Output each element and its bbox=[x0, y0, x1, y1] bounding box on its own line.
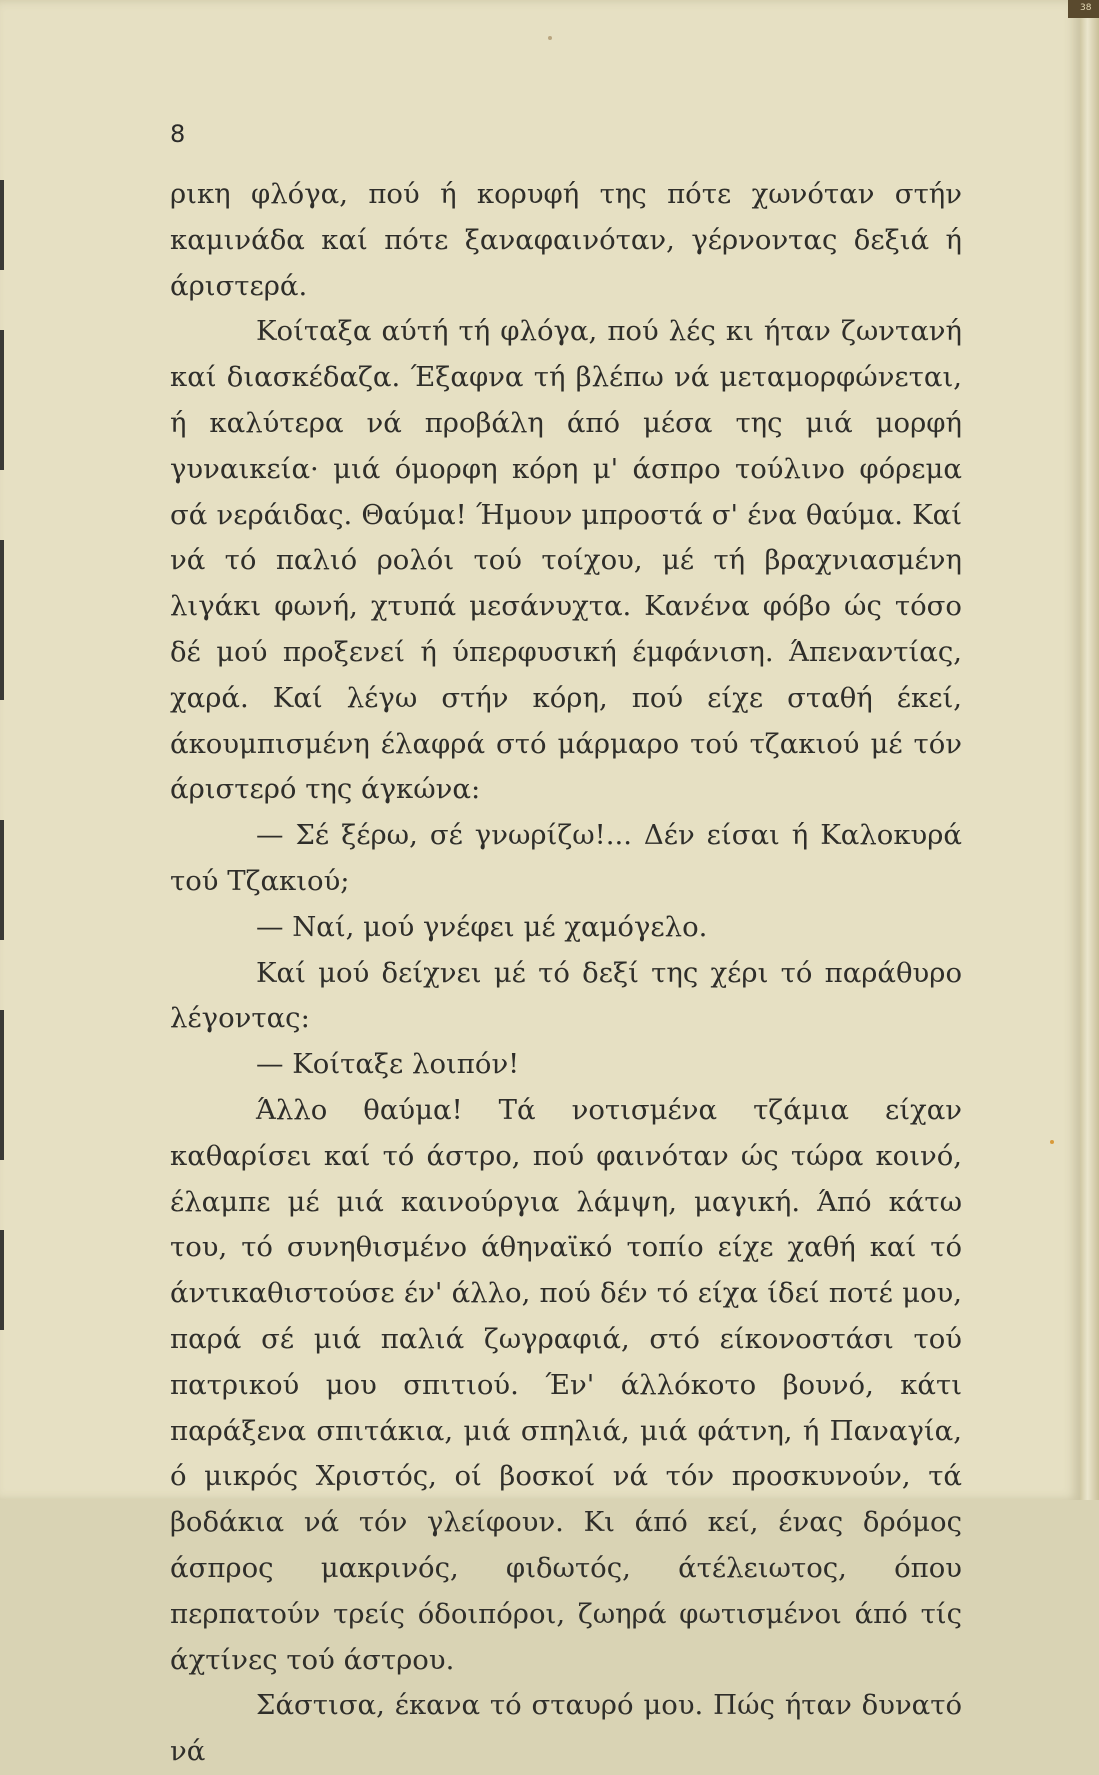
spine-shadow bbox=[0, 540, 4, 700]
dialogue-line: — Κοίταξε λοιπόν! bbox=[256, 1048, 520, 1081]
paragraph: Άλλο θαύμα! Τά νοτισμένα τζάμια είχαν καθαρίσει καί τό άστρο, πού φαινόταν ώς τώρα κοινό, έλαμπε μέ μιά καινούργια λάμψη, μαγική. Άπό κάτω του, τό συνηθισμένο άθηναϊκό τοπίο είχε χαθή καί τό άντικαθιστούσε έν' άλλο, πού δέν τό είχα ίδεί ποτέ μου, παρά σέ μιά παλιά ζωγραφιά, στό είκονοστάσι τού πατρικού μου σπιτιού. Έν' άλλόκοτο βουνό, κάτι παράξενα σπιτάκια, μιά σπηλιά, μιά φάτνη, ή Παναγία, ό μικρός Χριστός, οί βοσκοί νά τόν προσκυνούν, τά βοδάκια νά τόν γλείφουν. Κι άπό κεί, ένας δρόμος άσπρος μακρινός, φιδωτός, άτέλειωτος, όπου περπατούν τρείς όδοιπόροι, ζωηρά φωτισμένοι άπό τίς άχτίνες τού άστρου. bbox=[170, 1093, 962, 1676]
paragraph: Σάστισα, έκανα τό σταυρό μου. Πώς ήταν δυνατό νά bbox=[170, 1689, 962, 1768]
paragraph: ρικη φλόγα, πού ή κορυφή της πότε χωνόταν στήν καμινάδα καί πότε ξαναφαινόταν, γέρνοντας δεξιά ή άριστερά. bbox=[170, 178, 962, 302]
corner-tab-label: 38 bbox=[1080, 3, 1092, 13]
spine-shadow bbox=[0, 1230, 4, 1330]
paragraph: Κοίταξα αύτή τή φλόγα, πού λές κι ήταν ζωντανή καί διασκέδαζα. Έξαφνα τή βλέπω νά μεταμορφώνεται, ή καλύτερα νά προβάλη άπό μέσα της μιά μορφή γυναικεία· μιά όμορφη κόρη μ' άσπρο τούλινο φόρεμα σά νεράιδας. Θαύμα! Ήμουν μπροστά σ' ένα θαύμα. Καί νά τό παλιό ρολόι τού τοίχου, μέ τή βραχνιασμένη λιγάκι φωνή, χτυπά μεσάνυχτα. Κανένα φόβο ώς τόσο δέ μού προξενεί ή ύπερφυσική έμφάνιση. Άπεναντίας, χαρά. Καί λέγω στήν κόρη, πού είχε σταθή έκεί, άκουμπισμένη έλαφρά στό μάρμαρο τού τζακιού μέ τόν άριστερό της άγκώνα: bbox=[170, 315, 962, 806]
spine-shadow bbox=[0, 180, 4, 270]
page-edge bbox=[1080, 0, 1099, 1500]
corner-tab bbox=[1068, 0, 1099, 18]
spine-shadow bbox=[0, 1010, 4, 1160]
dialogue-line: — Σέ ξέρω, σέ γνωρίζω!... Δέν είσαι ή Καλοκυρά τού Τζακιού; bbox=[170, 819, 962, 897]
dialogue-line: — Ναί, μού γνέφει μέ χαμόγελο. bbox=[256, 910, 708, 943]
page-number: 8 bbox=[170, 120, 186, 148]
paper-speck bbox=[548, 36, 552, 40]
spine-shadow bbox=[0, 330, 4, 470]
spine-shadow bbox=[0, 820, 4, 940]
body-text bbox=[170, 172, 962, 1775]
paragraph: Καί μού δείχνει μέ τό δεξί της χέρι τό παράθυρο λέγοντας: bbox=[170, 956, 962, 1035]
paper-speck bbox=[1050, 1140, 1054, 1144]
